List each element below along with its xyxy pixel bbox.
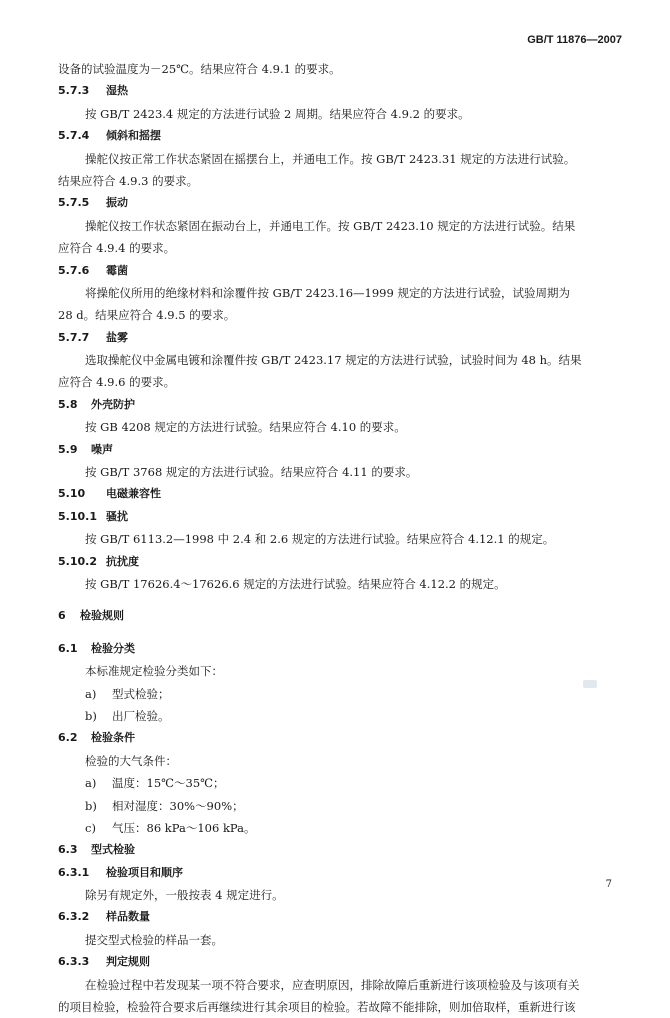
section-number: 5.7.3 [58,84,90,98]
section-number: 6.2 [58,731,78,745]
list-item [58,817,624,839]
list-item [58,683,624,705]
section-heading [58,394,624,416]
section-number: 5.10 [58,487,86,501]
list-marker: b) [85,798,97,813]
paragraph: 设备的试验温度为－25℃。结果应符合 4.9.1 的要求。 [58,62,341,76]
section-title: 检验项目和顺序 [106,865,183,879]
section-heading [58,638,624,660]
paragraph: 本标准规定检验分类如下： [85,664,223,679]
section-heading [58,551,624,573]
section-number: 6.3 [58,843,78,857]
section-number: 5.10.2 [58,554,97,568]
section-number: 6.3.2 [58,910,90,924]
section-heading [58,862,624,884]
list-marker: b) [85,708,97,723]
list-item [58,795,624,817]
paragraph: 提交型式检验的样品一套。 [85,932,223,947]
section-title: 外壳防护 [91,397,135,411]
paragraph-continuation: 28 d。结果应符合 4.9.5 的要求。 [58,308,236,323]
section-heading [58,906,624,928]
section-number: 5.8 [58,397,78,411]
paragraph-continuation: 的项目检验，检验符合要求后再继续进行其余项目的检验。若故障不能排除，则加倍取样，重新进行该 [58,1000,576,1015]
section-title: 霉菌 [106,263,128,277]
paragraph: 将操舵仪所用的绝缘材料和涂覆件按 GB/T 2423.16—1999 规定的方法进行试验，试验周期为 [85,285,570,300]
section-number: 6.3.1 [58,865,90,879]
list-item [58,705,624,727]
section-title: 抗扰度 [106,554,139,568]
section-heading [58,506,624,528]
paragraph: 检验的大气条件： [85,753,177,768]
section-heading [58,727,624,749]
standard-number: GB/T 11876—2007 [527,34,622,46]
section-title: 型式检验 [91,843,135,857]
section-number: 6.1 [58,641,78,655]
section-heading [58,483,624,505]
section-title: 振动 [106,196,128,210]
section-number: 5.9 [58,442,78,456]
section-number: 5.10.1 [58,509,97,523]
list-text: 型式检验； [112,686,170,701]
list-marker: c) [85,820,96,835]
paragraph: 操舵仪按工作状态紧固在振动台上，并通电工作。按 GB/T 2423.10 规定的方法进行试验。结果 [85,218,576,233]
section-number: 6.3.3 [58,955,90,969]
section-heading [58,260,624,282]
section-title: 检验条件 [91,731,135,745]
paragraph: 按 GB 4208 规定的方法进行试验。结果应符合 4.10 的要求。 [85,420,406,435]
section-title: 检验分类 [91,641,135,655]
list-text: 相对湿度：30%～90%； [112,798,244,813]
chapter-title: 检验规则 [80,609,124,623]
chapter-number: 6 [58,609,66,623]
section-heading [58,439,624,461]
section-title: 倾斜和摇摆 [106,129,161,143]
page-number: 7 [605,879,612,890]
section-heading [58,80,624,102]
section-number: 5.7.6 [58,263,90,277]
section-heading [58,951,624,973]
section-number: 5.7.5 [58,196,90,210]
section-title: 骚扰 [106,509,128,523]
section-title: 判定规则 [106,955,150,969]
chapter-heading [58,605,624,627]
list-marker: a) [85,686,97,701]
list-marker: a) [85,776,97,791]
list-text: 出厂检验。 [112,708,170,723]
section-title: 样品数量 [106,910,150,924]
paragraph: 按 GB/T 2423.4 规定的方法进行试验 2 周期。结果应符合 4.9.2 的要求。 [85,106,470,121]
document-body [58,58,624,1018]
paragraph-continuation: 应符合 4.9.4 的要求。 [58,241,176,256]
paragraph: 选取操舵仪中金属电镀和涂覆件按 GB/T 2423.17 规定的方法进行试验，试验时间为 48 h。结果 [85,353,582,368]
section-number: 5.7.7 [58,330,90,344]
section-title: 湿热 [106,84,128,98]
section-heading [58,839,624,861]
paragraph: 按 GB/T 17626.4～17626.6 规定的方法进行试验。结果应符合 4.12.2 的规定。 [85,576,506,591]
list-text: 气压：86 kPa～106 kPa。 [112,820,256,835]
section-number: 5.7.4 [58,129,90,143]
paragraph: 操舵仪按正常工作状态紧固在摇摆台上，并通电工作。按 GB/T 2423.31 规定的方法进行试验。 [85,151,576,166]
list-text: 温度：15℃～35℃； [112,776,225,791]
paragraph-continuation: 结果应符合 4.9.3 的要求。 [58,173,199,188]
paragraph: 除另有规定外，一般按表 4 规定进行。 [85,888,284,903]
section-heading [58,192,624,214]
section-title: 盐雾 [106,330,128,344]
section-heading [58,125,624,147]
paragraph: 按 GB/T 3768 规定的方法进行试验。结果应符合 4.11 的要求。 [85,465,418,480]
section-title: 电磁兼容性 [106,487,161,501]
section-title: 噪声 [91,442,113,456]
section-heading [58,327,624,349]
watermark-mark [583,680,597,688]
paragraph-continuation: 应符合 4.9.6 的要求。 [58,375,176,390]
paragraph: 按 GB/T 6113.2—1998 中 2.4 和 2.6 规定的方法进行试验。结果应符合 4.12.1 的规定。 [85,532,555,547]
list-item [58,772,624,794]
paragraph: 在检验过程中若发现某一项不符合要求，应查明原因，排除故障后重新进行该项检验及与该项有关 [85,977,580,992]
